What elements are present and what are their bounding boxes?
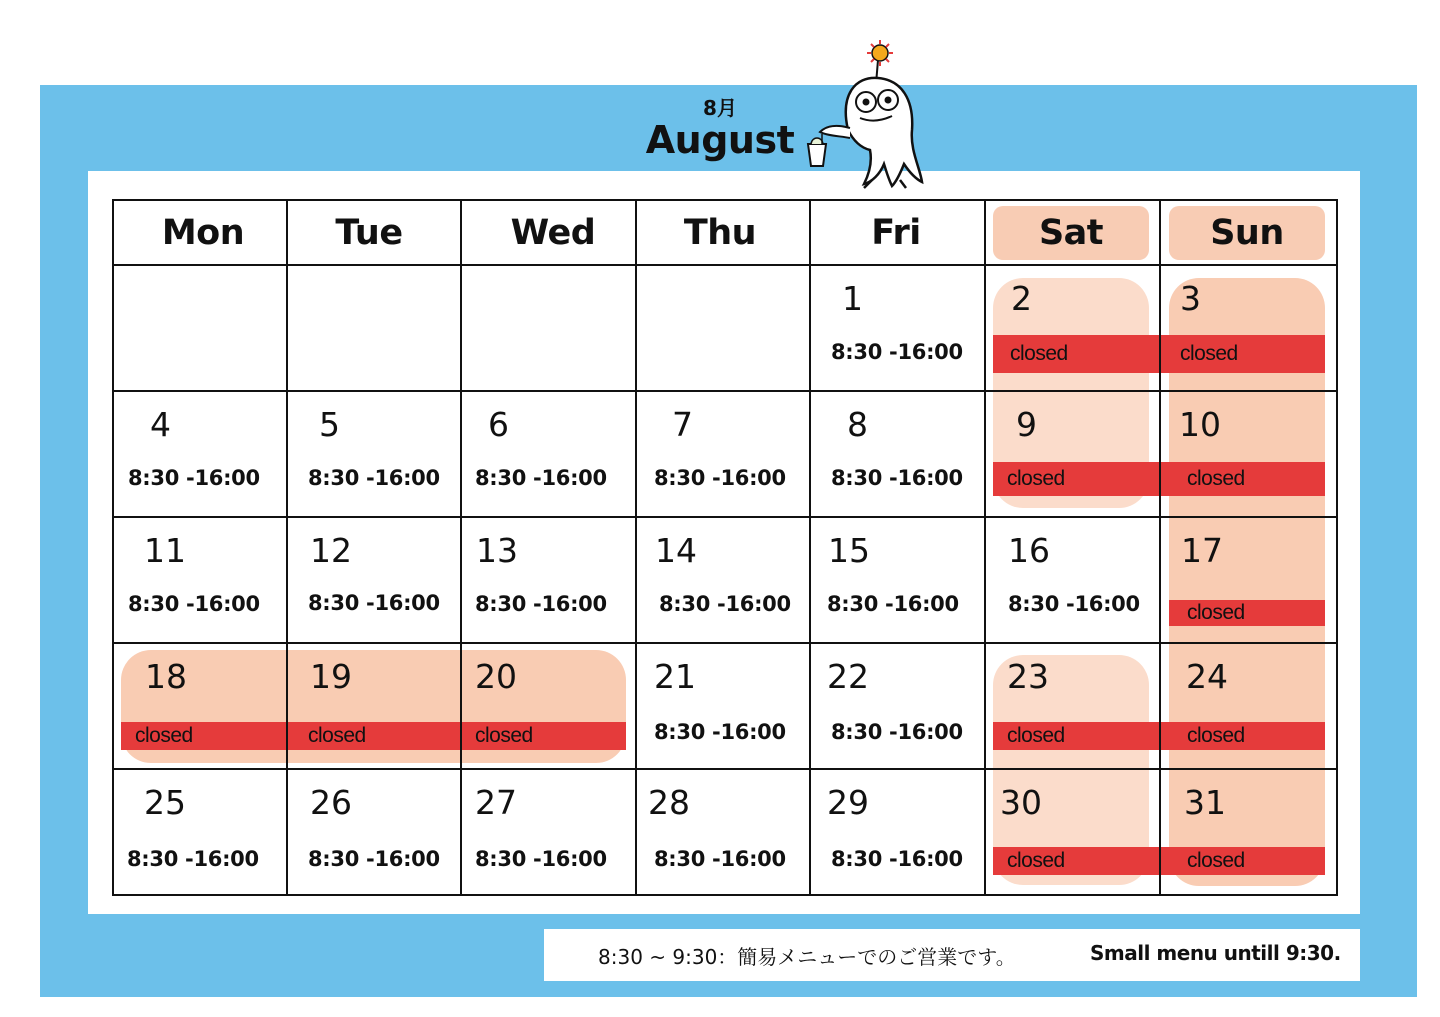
weekday-sun: Sun xyxy=(1210,213,1284,253)
footer-note-en: Small menu untill 9:30. xyxy=(1090,941,1341,965)
hours-12: 8:30 -16:00 xyxy=(308,591,440,615)
hours-4: 8:30 -16:00 xyxy=(128,466,260,490)
hours-7: 8:30 -16:00 xyxy=(654,466,786,490)
day-number-2: 2 xyxy=(1011,279,1032,318)
hours-27: 8:30 -16:00 xyxy=(475,847,607,871)
closed-bar-week3 xyxy=(1169,600,1325,626)
hours-25: 8:30 -16:00 xyxy=(127,847,259,871)
footer-note-jp: 8:30 ~ 9:30：簡易メニューでのご営業です。 xyxy=(598,945,1016,969)
closed-label-19: closed xyxy=(308,724,366,747)
hours-8: 8:30 -16:00 xyxy=(831,466,963,490)
day-number-8: 8 xyxy=(847,405,868,444)
closed-label-17: closed xyxy=(1187,601,1245,624)
day-number-1: 1 xyxy=(842,279,863,318)
day-number-3: 3 xyxy=(1180,279,1201,318)
footer-note xyxy=(544,929,1360,981)
day-number-17: 17 xyxy=(1181,531,1223,570)
hours-15: 8:30 -16:00 xyxy=(827,592,959,616)
day-number-15: 15 xyxy=(828,531,870,570)
day-number-16: 16 xyxy=(1008,531,1050,570)
hours-21: 8:30 -16:00 xyxy=(654,720,786,744)
day-number-28: 28 xyxy=(648,783,690,822)
day-number-27: 27 xyxy=(475,783,517,822)
hours-11: 8:30 -16:00 xyxy=(128,592,260,616)
day-number-10: 10 xyxy=(1179,405,1221,444)
closed-label-23: closed xyxy=(1007,724,1065,747)
day-number-25: 25 xyxy=(144,783,186,822)
day-number-23: 23 xyxy=(1007,657,1049,696)
hours-1: 8:30 -16:00 xyxy=(831,340,963,364)
closed-label-31: closed xyxy=(1187,849,1245,872)
day-number-9: 9 xyxy=(1016,405,1037,444)
day-number-12: 12 xyxy=(310,531,352,570)
month-title-en: August xyxy=(645,118,795,162)
day-number-29: 29 xyxy=(827,783,869,822)
closed-label-9: closed xyxy=(1007,467,1065,490)
closed-bar-week4-left xyxy=(121,722,626,750)
day-number-22: 22 xyxy=(827,657,869,696)
closed-label-10: closed xyxy=(1187,467,1245,490)
day-number-26: 26 xyxy=(310,783,352,822)
weekday-fri: Fri xyxy=(871,213,921,253)
hours-16: 8:30 -16:00 xyxy=(1008,592,1140,616)
day-number-11: 11 xyxy=(144,531,186,570)
closed-label-18: closed xyxy=(135,724,193,747)
hours-22: 8:30 -16:00 xyxy=(831,720,963,744)
hours-5: 8:30 -16:00 xyxy=(308,466,440,490)
day-number-14: 14 xyxy=(655,531,697,570)
weekday-tue: Tue xyxy=(335,213,403,253)
day-number-4: 4 xyxy=(150,405,171,444)
closed-label-20: closed xyxy=(475,724,533,747)
month-title-jp: 8月 xyxy=(703,96,737,120)
closed-label-2: closed xyxy=(1010,342,1068,365)
hours-13: 8:30 -16:00 xyxy=(475,592,607,616)
day-number-31: 31 xyxy=(1184,783,1226,822)
hours-28: 8:30 -16:00 xyxy=(654,847,786,871)
day-number-13: 13 xyxy=(476,531,518,570)
day-number-19: 19 xyxy=(310,657,352,696)
hours-14: 8:30 -16:00 xyxy=(659,592,791,616)
weekday-thu: Thu xyxy=(683,213,757,253)
closed-label-24: closed xyxy=(1187,724,1245,747)
weekday-sat: Sat xyxy=(1038,213,1104,253)
day-number-30: 30 xyxy=(1000,783,1042,822)
hours-26: 8:30 -16:00 xyxy=(308,847,440,871)
day-number-5: 5 xyxy=(319,405,340,444)
day-number-18: 18 xyxy=(145,657,187,696)
day-number-6: 6 xyxy=(488,405,509,444)
weekday-mon: Mon xyxy=(161,213,245,253)
day-number-24: 24 xyxy=(1186,657,1228,696)
closed-label-30: closed xyxy=(1007,849,1065,872)
day-number-20: 20 xyxy=(475,657,517,696)
closed-label-3: closed xyxy=(1180,342,1238,365)
day-number-7: 7 xyxy=(672,405,693,444)
hours-6: 8:30 -16:00 xyxy=(475,466,607,490)
day-number-21: 21 xyxy=(654,657,696,696)
ghost-mascot-icon xyxy=(800,40,930,190)
hours-29: 8:30 -16:00 xyxy=(831,847,963,871)
weekday-wed: Wed xyxy=(510,213,596,253)
